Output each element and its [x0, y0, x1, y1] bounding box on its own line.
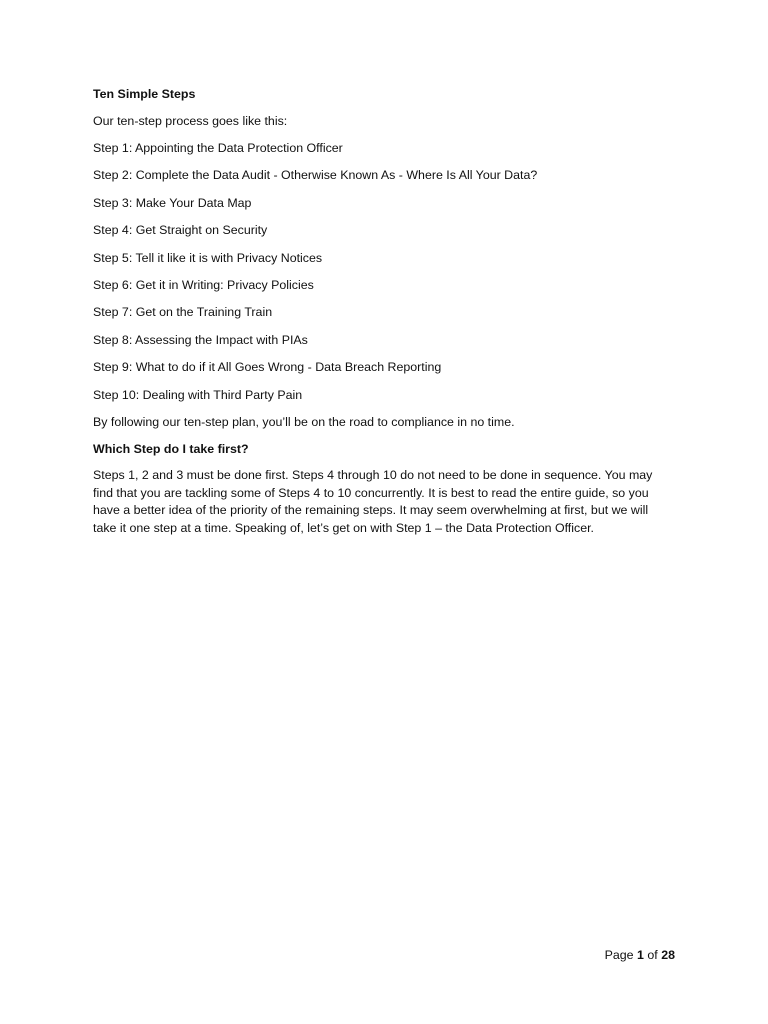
- list-item: Step 3: Make Your Data Map: [93, 195, 252, 210]
- list-item: Step 1: Appointing the Data Protection Officer: [93, 141, 343, 155]
- body-paragraph: Steps 1, 2 and 3 must be done first. Steps 4 through 10 do not need to be done in sequence. You may find that you are tackling some of Steps 4 to 10 concurrently. It is best to read the entire guide, so you have a better idea of the priority of the remaining steps. It may seem overwhelming at first, but we will take it one step at a time. Speaking of, let’s get on with Step 1 – the Data Protection Officer.: [93, 467, 653, 535]
- list-item: Step 5: Tell it like it is with Privacy Notices: [93, 250, 323, 265]
- page-label: Page: [604, 948, 634, 962]
- list-item: Step 9: What to do if it All Goes Wrong - Data Breach Reporting: [93, 360, 442, 375]
- section-heading: Ten Simple Steps: [93, 87, 196, 101]
- list-item: Step 10: Dealing with Third Party Pain: [93, 387, 303, 402]
- current-page-number: 1: [637, 948, 644, 962]
- document-content: [93, 86, 673, 537]
- page-number-footer: [605, 947, 675, 964]
- total-pages-number: 28: [661, 948, 675, 962]
- intro-paragraph: Our ten-step process goes like this:: [93, 114, 288, 128]
- list-item: Step 7: Get on the Training Train: [93, 305, 273, 320]
- list-item: Step 4: Get Straight on Security: [93, 223, 268, 238]
- subsection-heading: Which Step do I take first?: [93, 441, 249, 456]
- steps-list: [93, 140, 673, 404]
- closing-paragraph: By following our ten-step plan, you’ll be on the road to compliance in no time.: [93, 414, 515, 429]
- list-item: Step 8: Assessing the Impact with PIAs: [93, 332, 308, 347]
- of-label: of: [647, 948, 658, 962]
- list-item: Step 6: Get it in Writing: Privacy Policies: [93, 277, 314, 292]
- list-item: Step 2: Complete the Data Audit - Otherwise Known As - Where Is All Your Data?: [93, 168, 538, 183]
